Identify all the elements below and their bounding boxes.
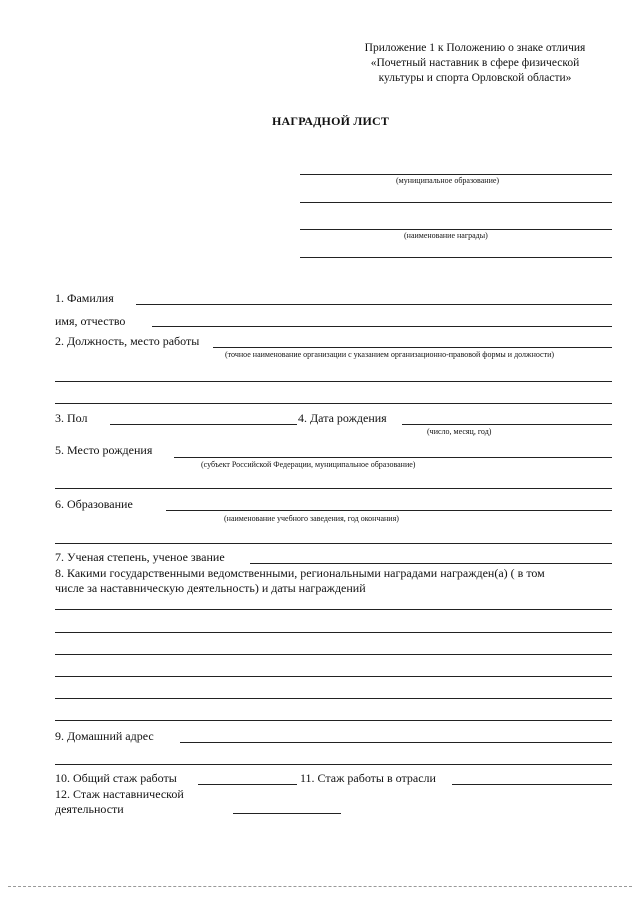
awards-label-line1: 8. Какими государственными ведомственными, региональными наградами награжден(а) ( в том [55,566,545,580]
award-name-line [300,229,612,230]
birth-date-label: 4. Дата рождения [298,411,387,425]
address-input-line-2[interactable] [55,764,612,765]
municipality-line [300,174,612,175]
degree-input-line[interactable] [250,563,612,564]
scan-edge [8,886,632,887]
surname-label: 1. Фамилия [55,291,114,305]
appendix-header [340,41,610,86]
awards-input-line-6[interactable] [55,720,612,721]
municipality-hint: (муниципальное образование) [396,176,500,185]
total-experience-label: 10. Общий стаж работы [55,771,177,785]
awards-input-line-3[interactable] [55,654,612,655]
municipality-line-2 [300,202,612,203]
position-input-line[interactable] [213,347,612,348]
appendix-header-line1: Приложение 1 к Положению о знаке отличия [364,42,586,54]
appendix-header-line2: «Почетный наставник в сфере физической [370,57,580,69]
gender-label: 3. Пол [55,411,88,425]
gender-input-line[interactable] [110,424,297,425]
birth-date-input-line[interactable] [402,424,612,425]
address-label: 9. Домашний адрес [55,729,154,743]
mentor-experience-label-line1: 12. Стаж наставнической [55,787,184,801]
surname-input-line[interactable] [136,304,612,305]
awards-input-line-5[interactable] [55,698,612,699]
education-hint: (наименование учебного заведения, год окончания) [224,514,399,523]
mentor-experience-input-line[interactable] [233,813,341,814]
position-hint: (точное наименование организации с указанием организационно-правовой формы и должности) [225,350,555,359]
education-label: 6. Образование [55,497,133,511]
awards-input-line-2[interactable] [55,632,612,633]
name-patronymic-input-line[interactable] [152,326,612,327]
birth-place-label: 5. Место рождения [55,443,153,457]
industry-experience-label: 11. Стаж работы в отрасли [300,771,436,785]
address-input-line[interactable] [180,742,612,743]
industry-experience-input-line[interactable] [452,784,612,785]
appendix-header-line3: культуры и спорта Орловской области» [378,72,572,84]
awards-label-line2: числе за наставническую деятельность) и даты награждений [55,581,366,595]
awards-input-line-4[interactable] [55,676,612,677]
page-title: НАГРАДНОЙ ЛИСТ [272,114,390,128]
awards-input-line-1[interactable] [55,609,612,610]
award-name-hint: (наименование награды) [404,231,488,240]
birth-place-input-line[interactable] [174,457,612,458]
education-input-line-2[interactable] [55,543,612,544]
position-input-line-3[interactable] [55,403,612,404]
degree-label: 7. Ученая степень, ученое звание [55,550,225,564]
name-patronymic-label: имя, отчество [55,314,126,328]
birth-place-hint: (субъект Российской Федерации, муниципальное образование) [201,460,416,469]
education-input-line[interactable] [166,510,612,511]
mentor-experience-label-line2: деятельности [55,802,124,816]
total-experience-input-line[interactable] [198,784,297,785]
position-input-line-2[interactable] [55,381,612,382]
birth-place-input-line-2[interactable] [55,488,612,489]
birth-date-hint: (число, месяц, год) [427,427,492,436]
award-name-line-2 [300,257,612,258]
position-label: 2. Должность, место работы [55,334,200,348]
